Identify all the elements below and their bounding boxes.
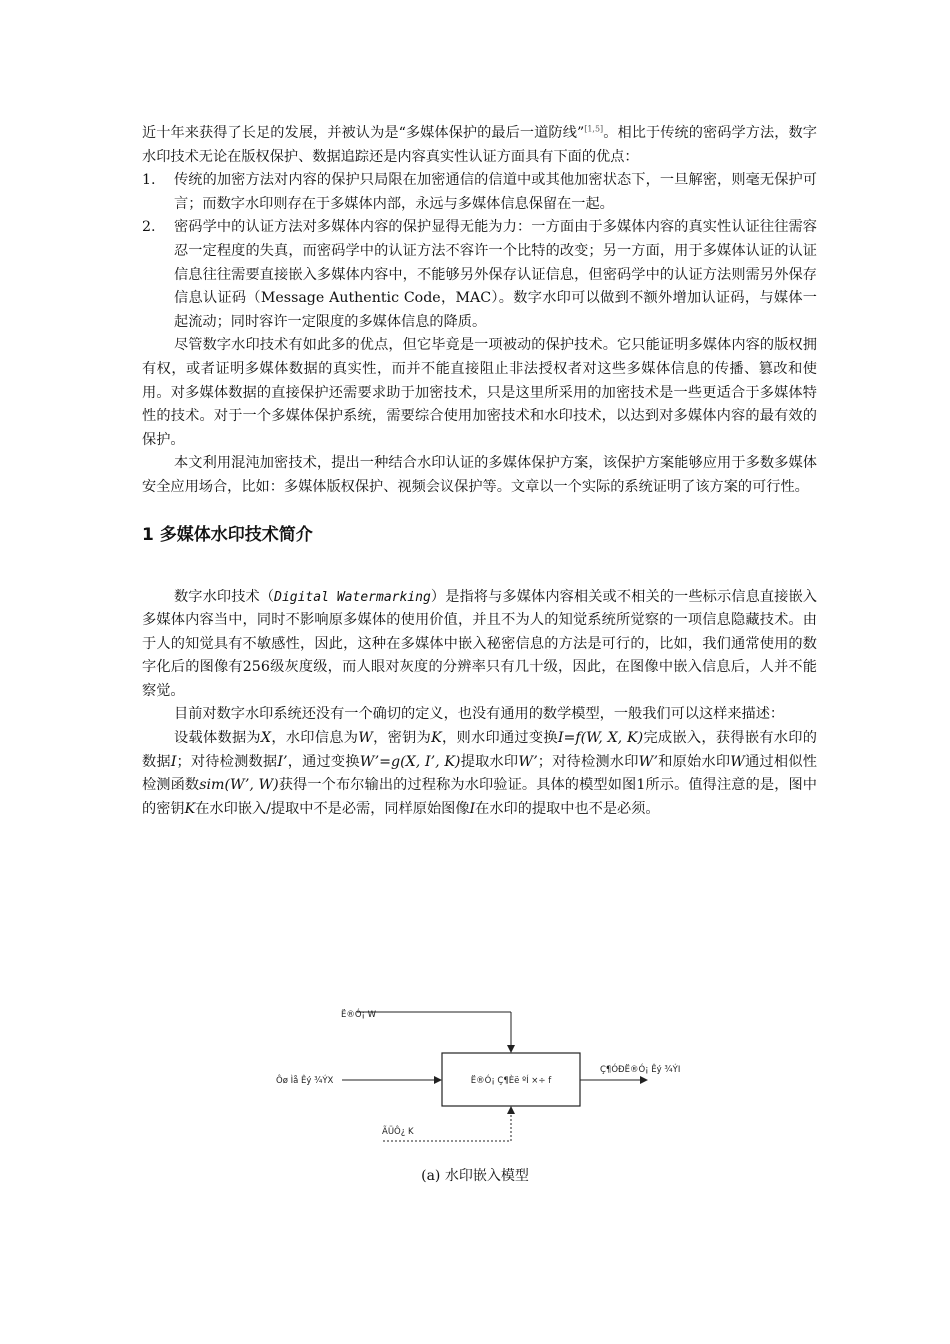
citation: [1,5]: [584, 124, 604, 134]
label-output: Ç¶ÓÐË®Ó¡ Êý ¾ÝI: [600, 1065, 681, 1075]
label-embedding: Ë®Ó¡ Ç¶Èë ºÍ ×÷ f: [470, 1076, 552, 1086]
list-item: [142, 216, 817, 334]
list-number: 2.: [142, 219, 156, 236]
label-carrier: Ôø Ìå Êý ¾ÝX: [276, 1076, 334, 1086]
list-text: 密码学中的认证方法对多媒体内容的保护显得无能为力：一方面由于多媒体内容的真实性认证往往需容忍一定程度的失真，而密码学中的认证方法不容许一个比特的改变；另一方面，用于多媒体认证的认证信息往往需要直接嵌入多媒体内容中，不能够另外保存认证信息，但密码学中的认证方法则需另外保存信息认证码（Message Authentic Code，MAC）。数字水印可以做到不额外增加认证码，与媒体一起流动；同时容许一定限度的多媒体信息的降质。: [174, 219, 817, 330]
list-item: [142, 169, 817, 216]
list-number: 1.: [142, 172, 156, 189]
paragraph-intro: 近十年来获得了长足的发展，并被认为是“多媒体保护的最后一道防线”[1,5]。相比于传统的密码学方法，数字水印技术无论在版权保护、数据追踪还是内容真实性认证方面具有下面的优点：: [142, 124, 817, 165]
label-watermark: Ë®Ó¡ W: [341, 1010, 377, 1020]
paragraph: 目前对数字水印系统还没有一个确切的定义，也没有通用的数学模型，一般我们可以这样来描述：: [174, 706, 785, 723]
paragraph-model: 设载体数据为X，水印信息为W，密钥为K，则水印通过变换I=f(W, X, K)完成嵌入，获得嵌有水印的数据I；对待检测数据I’，通过变换W’=g(X, I’, K)提取水印W’；对待检测水印W’和原始水印W通过相似性检测函数sim(W’, W)获得一个布尔输出的过程称为水印验证。具体的模型如图1所示。值得注意的是，图中的密钥K在水印嵌入/提取中不是必需，同样原始图像I在水印的提取中也不是必须。: [142, 730, 817, 817]
figure-caption: (a) 水印嵌入模型: [421, 1168, 529, 1184]
document-body: [142, 122, 817, 821]
list-text: 传统的加密方法对内容的保护只局限在加密通信的信道中或其他加密状态下，一旦解密，则毫无保护可言；而数字水印则存在于多媒体内部，永远与多媒体信息保留在一起。: [174, 172, 817, 212]
paragraph: 本文利用混沌加密技术，提出一种结合水印认证的多媒体保护方案，该保护方案能够应用于多数多媒体安全应用场合，比如：多媒体版权保护、视频会议保护等。文章以一个实际的系统证明了该方案的可行性。: [142, 455, 817, 495]
label-key: ÃÜÔ¿ K: [382, 1127, 414, 1137]
paragraph: 数字水印技术（Digital Watermarking）是指将与多媒体内容相关或不相关的一些标示信息直接嵌入多媒体内容当中，同时不影响原多媒体的使用价值，并且不为人的知觉系统所觉察的一项信息隐藏技术。由于人的知觉具有不敏感性，因此，这种在多媒体中嵌入秘密信息的方法是可行的，比如，我们通常使用的数字化后的图像有256级灰度级，而人眼对灰度的分辨率只有几十级，因此，在图像中嵌入信息后，人并不能察觉。: [142, 588, 817, 699]
section-heading: 1 多媒体水印技术简介: [142, 524, 313, 545]
watermark-embedding-diagram: [250, 1000, 690, 1150]
paragraph: 尽管数字水印技术有如此多的优点，但它毕竟是一项被动的保护技术。它只能证明多媒体内容的版权拥有权，或者证明多媒体数据的真实性，而并不能直接阻止非法授权者对这些多媒体信息的传播、篡改和使用。对多媒体数据的直接保护还需要求助于加密技术，只是这里所采用的加密技术是一些更适合于多媒体特性的技术。对于一个多媒体保护系统，需要综合使用加密技术和水印技术，以达到对多媒体内容的最有效的保护。: [142, 337, 817, 448]
